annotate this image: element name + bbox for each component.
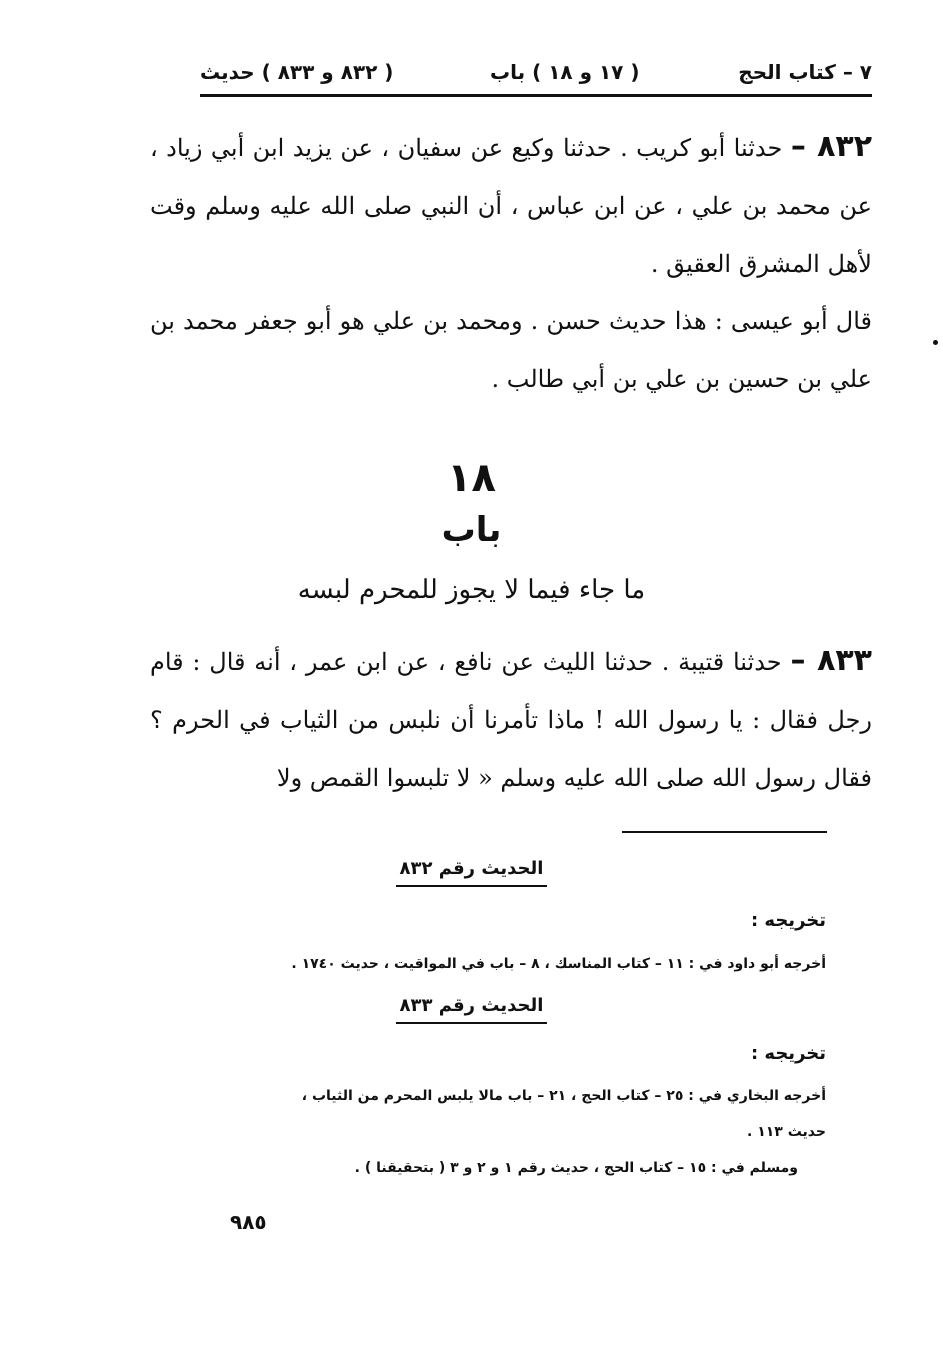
footnote-label-833: تخريجه :	[750, 1043, 826, 1064]
footnote-heading-832-text: الحديث رقم ٨٣٢	[396, 858, 548, 887]
chapter-title: ما جاء فيما لا يجوز للمحرم لبسه	[297, 575, 646, 605]
header-rule	[200, 94, 872, 97]
hadith-832-number: ٨٣٢ –	[790, 129, 873, 164]
chapter-label: باب	[441, 510, 502, 550]
footnote-heading-833	[0, 995, 943, 1024]
footnote-text-833	[180, 1078, 826, 1186]
hadith-833	[150, 632, 872, 807]
hadith-833-number: ٨٣٣ –	[790, 643, 872, 678]
running-header	[200, 50, 872, 94]
chapter-number: ١٨	[447, 455, 496, 501]
footnote-text-832: أخرجه أبو داود في : ١١ – كتاب المناسك ، ٨ – باب في المواقيت ، حديث ١٧٤٠ .	[291, 956, 826, 972]
footnote-text-833-line-3: ومسلم في : ١٥ – كتاب الحج ، حديث رقم ١ و ٢ و ٣ ( بتحقيقنا ) .	[354, 1160, 798, 1176]
page-number: ٩٨٥	[230, 1210, 267, 1234]
page-speck	[933, 340, 938, 345]
footnote-heading-833-text: الحديث رقم ٨٣٣	[396, 995, 548, 1024]
hadith-832-comment-text: قال أبو عيسى : هذا حديث حسن . ومحمد بن علي هو أبو جعفر محمد بن علي بن حسين بن علي بن أبي طالب .	[150, 307, 872, 393]
hadith-832-text: حدثنا أبو كريب . حدثنا وكيع عن سفيان ، عن يزيد ابن أبي زياد ، عن محمد بن علي ، عن ابن عباس ، أن النبي صلى الله عليه وسلم وقت لأهل المشرق العقيق .	[150, 134, 872, 278]
header-chapter-range: ( ١٧ و ١٨ ) باب	[490, 60, 640, 84]
hadith-833-text: حدثنا قتيبة . حدثنا الليث عن نافع ، عن ابن عمر ، أنه قال : قام رجل فقال : يا رسول الله ! ماذا تأمرنا أن نلبس من الثياب في الحرم ؟ فقال رسول الله صلى الله عليه وسلم « لا تلبسوا القمص ولا	[150, 648, 872, 792]
footnote-rule	[622, 831, 827, 833]
header-hadith-range: ( ٨٣٢ و ٨٣٣ ) حديث	[200, 60, 394, 84]
footnote-text-833-line-2: حديث ١١٣ .	[747, 1124, 826, 1140]
hadith-832	[150, 118, 872, 293]
footnote-label-832: تخريجه :	[750, 910, 826, 931]
hadith-832-comment	[150, 292, 872, 408]
footnote-heading-832	[0, 858, 943, 887]
header-book-title: ٧ – كتاب الحج	[738, 60, 872, 84]
footnote-text-833-line-1: أخرجه البخاري في : ٢٥ – كتاب الحج ، ٢١ – باب مالا يلبس المحرم من الثياب ،	[301, 1088, 826, 1104]
